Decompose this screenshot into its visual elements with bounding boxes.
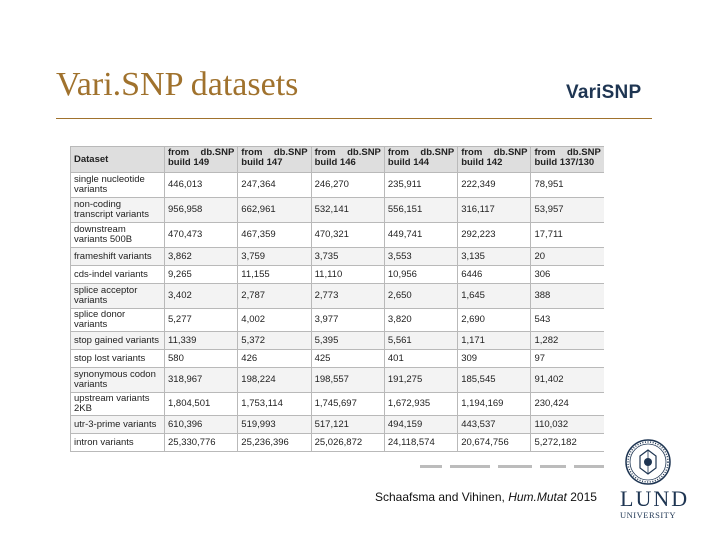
row-label: synonymous codon variants (71, 368, 165, 393)
header-dbsnp: db.SNP (567, 147, 601, 158)
row-label: frameshift variants (71, 248, 165, 266)
table-cell: 2,773 (311, 284, 384, 309)
table-cell: 292,223 (458, 223, 531, 248)
table-cell: 5,277 (165, 309, 238, 332)
table-cell: 388 (531, 284, 604, 309)
table-cell: 426 (238, 350, 311, 368)
header-from: from (314, 147, 336, 158)
table-cell: 1,804,501 (165, 393, 238, 416)
table-cell: 2,690 (458, 309, 531, 332)
table-cell: 543 (531, 309, 604, 332)
table-row (71, 266, 605, 284)
citation (375, 490, 597, 504)
table-cell: 1,745,697 (311, 393, 384, 416)
table-cell: 6446 (458, 266, 531, 284)
table-cell: 91,402 (531, 368, 604, 393)
table-row (71, 309, 605, 332)
table-cell: 532,141 (311, 198, 384, 223)
table-row (71, 434, 605, 452)
table-cell: 467,359 (238, 223, 311, 248)
table-cell: 556,151 (384, 198, 457, 223)
table-cell: 446,013 (165, 173, 238, 198)
table-cell: 9,265 (165, 266, 238, 284)
dataset-table-container (70, 146, 604, 464)
header-build: build 146 (314, 157, 356, 168)
lund-university-wordmark (620, 488, 689, 520)
row-label: non-coding transcript variants (71, 198, 165, 223)
table-cell: 425 (311, 350, 384, 368)
table-cell: 235,911 (384, 173, 457, 198)
table-cell: 3,862 (165, 248, 238, 266)
table-cell: 1,171 (458, 332, 531, 350)
table-cell: 247,364 (238, 173, 311, 198)
logo-prefix: Vari (566, 82, 602, 103)
table-cell: 5,372 (238, 332, 311, 350)
table-cell: 5,561 (384, 332, 457, 350)
header-build-column (311, 147, 384, 173)
table-cell: 25,330,776 (165, 434, 238, 452)
table-cell: 306 (531, 266, 604, 284)
table-cell: 4,002 (238, 309, 311, 332)
row-label: stop gained variants (71, 332, 165, 350)
table-cell: 517,121 (311, 416, 384, 434)
header-from: from (168, 147, 190, 158)
table-cell: 20,674,756 (458, 434, 531, 452)
table-cell: 318,967 (165, 368, 238, 393)
row-label: stop lost variants (71, 350, 165, 368)
row-label: upstream variants 2KB (71, 393, 165, 416)
table-cell: 470,473 (165, 223, 238, 248)
table-cell: 2,787 (238, 284, 311, 309)
table-header-row (71, 147, 605, 173)
table-cell: 3,402 (165, 284, 238, 309)
table-cell: 5,395 (311, 332, 384, 350)
table-cell: 222,349 (458, 173, 531, 198)
table-cell: 3,977 (311, 309, 384, 332)
table-cell: 5,272,182 (531, 434, 604, 452)
table-row (71, 248, 605, 266)
truncated-footnote (420, 464, 604, 470)
row-label: utr-3-prime variants (71, 416, 165, 434)
table-cell: 10,956 (384, 266, 457, 284)
table-cell: 185,545 (458, 368, 531, 393)
logo-suffix: SNP (601, 82, 642, 103)
table-cell: 198,224 (238, 368, 311, 393)
table-cell: 316,117 (458, 198, 531, 223)
table-row (71, 332, 605, 350)
row-label: splice donor variants (71, 309, 165, 332)
header-from: from (461, 147, 483, 158)
table-cell: 443,537 (458, 416, 531, 434)
table-row (71, 416, 605, 434)
table-row (71, 173, 605, 198)
header-dbsnp: db.SNP (420, 147, 455, 158)
row-label: downstream variants 500B (71, 223, 165, 248)
table-cell: 309 (458, 350, 531, 368)
row-label: single nucleotide variants (71, 173, 165, 198)
header-build-column (165, 147, 238, 173)
table-cell: 20 (531, 248, 604, 266)
table-cell: 17,711 (531, 223, 604, 248)
table-cell: 3,135 (458, 248, 531, 266)
table-cell: 580 (165, 350, 238, 368)
header-build-column (384, 147, 457, 173)
table-cell: 1,753,114 (238, 393, 311, 416)
table-cell: 25,026,872 (311, 434, 384, 452)
citation-authors: Schaafsma and Vihinen, (375, 490, 509, 504)
table-cell: 1,645 (458, 284, 531, 309)
dataset-table (70, 146, 604, 452)
header-from: from (387, 147, 410, 158)
table-row (71, 198, 605, 223)
header-from: from (241, 147, 263, 158)
table-cell: 1,194,169 (458, 393, 531, 416)
table-cell: 25,236,396 (238, 434, 311, 452)
table-cell: 519,993 (238, 416, 311, 434)
table-row (71, 368, 605, 393)
table-cell: 2,650 (384, 284, 457, 309)
table-cell: 956,958 (165, 198, 238, 223)
row-label: splice acceptor variants (71, 284, 165, 309)
header-dbsnp: db.SNP (200, 147, 235, 158)
table-cell: 3,820 (384, 309, 457, 332)
header-build: build 149 (168, 157, 210, 168)
varisnp-logo (566, 82, 641, 104)
table-cell: 494,159 (384, 416, 457, 434)
table-cell: 3,759 (238, 248, 311, 266)
header-build-column (458, 147, 531, 173)
header-from: from (534, 147, 556, 158)
table-row (71, 223, 605, 248)
table-cell: 3,735 (311, 248, 384, 266)
row-label: cds-indel variants (71, 266, 165, 284)
table-cell: 11,339 (165, 332, 238, 350)
table-cell: 97 (531, 350, 604, 368)
table-cell: 24,118,574 (384, 434, 457, 452)
table-cell: 662,961 (238, 198, 311, 223)
table-cell: 110,032 (531, 416, 604, 434)
row-label: intron variants (71, 434, 165, 452)
table-cell: 246,270 (311, 173, 384, 198)
header-build-column (531, 147, 604, 173)
table-cell: 191,275 (384, 368, 457, 393)
table-row (71, 350, 605, 368)
citation-year: 2015 (566, 490, 597, 504)
header-build: build 137/130 (534, 157, 595, 168)
lund-wordmark: LUND (620, 486, 690, 511)
table-cell: 470,321 (311, 223, 384, 248)
slide-title: Vari.SNP datasets (56, 66, 299, 103)
table-cell: 78,951 (531, 173, 604, 198)
table-cell: 198,557 (311, 368, 384, 393)
university-wordmark: UNIVERSITY (620, 510, 676, 520)
header-dbsnp: db.SNP (273, 147, 308, 158)
table-cell: 1,282 (531, 332, 604, 350)
table-row (71, 284, 605, 309)
citation-journal: Hum.Mutat (508, 490, 567, 504)
table-cell: 1,672,935 (384, 393, 457, 416)
table-cell: 449,741 (384, 223, 457, 248)
table-cell: 11,110 (311, 266, 384, 284)
header-dbsnp: db.SNP (493, 147, 528, 158)
header-build: build 144 (387, 157, 430, 168)
table-cell: 230,424 (531, 393, 604, 416)
table-cell: 53,957 (531, 198, 604, 223)
title-divider (56, 118, 652, 119)
table-cell: 610,396 (165, 416, 238, 434)
header-build: build 147 (241, 157, 283, 168)
table-cell: 401 (384, 350, 457, 368)
table-row (71, 393, 605, 416)
table-cell: 11,155 (238, 266, 311, 284)
header-dbsnp: db.SNP (347, 147, 381, 158)
header-build-column (238, 147, 311, 173)
table-body (71, 173, 605, 452)
header-dataset: Dataset (71, 147, 165, 173)
table-cell: 3,553 (384, 248, 457, 266)
header-build: build 142 (461, 157, 503, 168)
